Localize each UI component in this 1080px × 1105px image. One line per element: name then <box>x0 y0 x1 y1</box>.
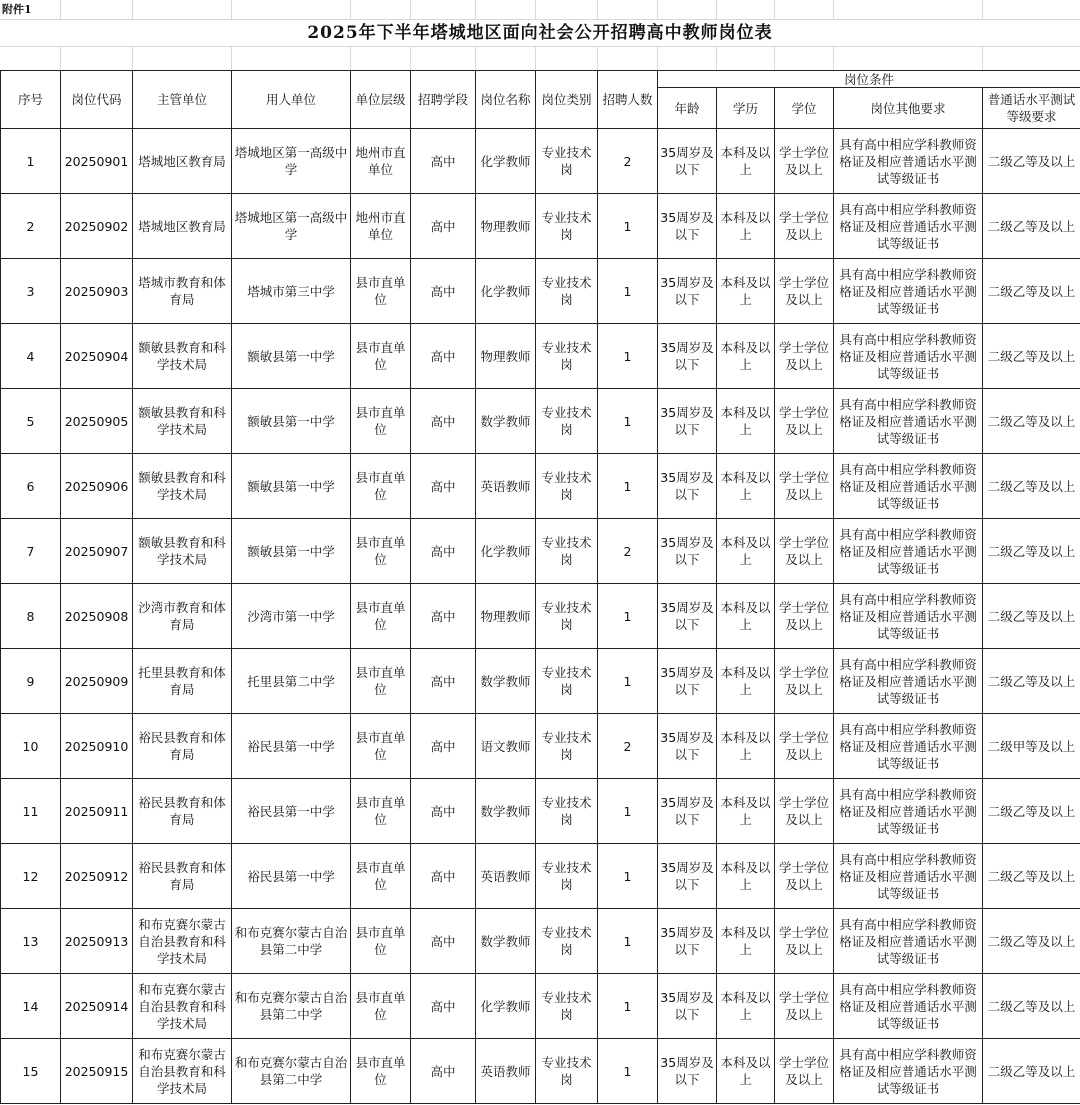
cell-education: 本科及以上 <box>717 389 775 454</box>
table-row <box>1 1039 1080 1104</box>
cell-stage: 高中 <box>411 1039 476 1104</box>
table-row <box>1 649 1080 714</box>
cell-position: 英语教师 <box>476 454 536 519</box>
cell-other: 具有高中相应学科教师资格证及相应普通话水平测试等级证书 <box>834 129 983 194</box>
cell-count: 1 <box>598 909 658 974</box>
cell-education: 本科及以上 <box>717 519 775 584</box>
cell-education: 本科及以上 <box>717 909 775 974</box>
header-row-top <box>1 71 1080 88</box>
cell-count: 1 <box>598 259 658 324</box>
cell-other: 具有高中相应学科教师资格证及相应普通话水平测试等级证书 <box>834 1039 983 1104</box>
cell-category: 专业技术岗 <box>536 714 598 779</box>
cell-seq: 11 <box>1 779 61 844</box>
cell-position: 物理教师 <box>476 584 536 649</box>
cell-other: 具有高中相应学科教师资格证及相应普通话水平测试等级证书 <box>834 779 983 844</box>
cell-seq: 1 <box>1 129 61 194</box>
cell-employer: 额敏县第一中学 <box>232 324 351 389</box>
table-row <box>1 909 1080 974</box>
table-row <box>1 584 1080 649</box>
cell-degree: 学士学位及以上 <box>775 389 834 454</box>
cell-code: 20250911 <box>61 779 133 844</box>
table-row <box>1 844 1080 909</box>
cell-count: 2 <box>598 714 658 779</box>
cell-code: 20250903 <box>61 259 133 324</box>
table-row <box>1 714 1080 779</box>
cell-degree: 学士学位及以上 <box>775 649 834 714</box>
cell-code: 20250914 <box>61 974 133 1039</box>
table-row <box>1 324 1080 389</box>
cell-employer: 托里县第二中学 <box>232 649 351 714</box>
cell-mandarin: 二级乙等及以上 <box>983 259 1080 324</box>
cell-count: 1 <box>598 974 658 1039</box>
cell-age: 35周岁及以下 <box>658 194 717 259</box>
cell-age: 35周岁及以下 <box>658 389 717 454</box>
cell-code: 20250907 <box>61 519 133 584</box>
cell-authority: 塔城地区教育局 <box>133 129 232 194</box>
cell-employer: 沙湾市第一中学 <box>232 584 351 649</box>
cell-count: 1 <box>598 844 658 909</box>
cell-age: 35周岁及以下 <box>658 259 717 324</box>
table-row <box>1 389 1080 454</box>
cell-category: 专业技术岗 <box>536 519 598 584</box>
cell-education: 本科及以上 <box>717 779 775 844</box>
cell-position: 数学教师 <box>476 649 536 714</box>
page-title: 2025年下半年塔城地区面向社会公开招聘高中教师岗位表 <box>307 23 773 43</box>
cell-seq: 4 <box>1 324 61 389</box>
recruitment-table <box>0 70 1080 1104</box>
cell-authority: 额敏县教育和科学技术局 <box>133 324 232 389</box>
cell-other: 具有高中相应学科教师资格证及相应普通话水平测试等级证书 <box>834 714 983 779</box>
header-other: 岗位其他要求 <box>834 88 983 129</box>
cell-education: 本科及以上 <box>717 454 775 519</box>
cell-count: 2 <box>598 129 658 194</box>
cell-other: 具有高中相应学科教师资格证及相应普通话水平测试等级证书 <box>834 584 983 649</box>
cell-authority: 和布克赛尔蒙古自治县教育和科学技术局 <box>133 974 232 1039</box>
cell-count: 1 <box>598 1039 658 1104</box>
cell-age: 35周岁及以下 <box>658 519 717 584</box>
cell-mandarin: 二级乙等及以上 <box>983 1039 1080 1104</box>
cell-employer: 裕民县第一中学 <box>232 779 351 844</box>
cell-degree: 学士学位及以上 <box>775 519 834 584</box>
cell-seq: 3 <box>1 259 61 324</box>
cell-count: 1 <box>598 779 658 844</box>
cell-count: 1 <box>598 584 658 649</box>
cell-age: 35周岁及以下 <box>658 1039 717 1104</box>
cell-level: 县市直单位 <box>351 1039 411 1104</box>
cell-employer: 和布克赛尔蒙古自治县第二中学 <box>232 1039 351 1104</box>
cell-degree: 学士学位及以上 <box>775 259 834 324</box>
cell-position: 英语教师 <box>476 1039 536 1104</box>
cell-employer: 塔城地区第一高级中学 <box>232 194 351 259</box>
cell-level: 县市直单位 <box>351 454 411 519</box>
cell-level: 县市直单位 <box>351 519 411 584</box>
cell-seq: 13 <box>1 909 61 974</box>
cell-age: 35周岁及以下 <box>658 974 717 1039</box>
cell-mandarin: 二级乙等及以上 <box>983 844 1080 909</box>
cell-age: 35周岁及以下 <box>658 649 717 714</box>
cell-position: 数学教师 <box>476 779 536 844</box>
cell-code: 20250910 <box>61 714 133 779</box>
cell-mandarin: 二级乙等及以上 <box>983 974 1080 1039</box>
cell-category: 专业技术岗 <box>536 844 598 909</box>
cell-level: 县市直单位 <box>351 259 411 324</box>
cell-category: 专业技术岗 <box>536 129 598 194</box>
cell-employer: 和布克赛尔蒙古自治县第二中学 <box>232 974 351 1039</box>
cell-employer: 塔城市第三中学 <box>232 259 351 324</box>
cell-degree: 学士学位及以上 <box>775 779 834 844</box>
cell-employer: 额敏县第一中学 <box>232 389 351 454</box>
cell-degree: 学士学位及以上 <box>775 1039 834 1104</box>
cell-mandarin: 二级乙等及以上 <box>983 454 1080 519</box>
cell-position: 物理教师 <box>476 194 536 259</box>
cell-stage: 高中 <box>411 909 476 974</box>
cell-count: 2 <box>598 519 658 584</box>
cell-level: 县市直单位 <box>351 714 411 779</box>
cell-category: 专业技术岗 <box>536 259 598 324</box>
cell-authority: 额敏县教育和科学技术局 <box>133 454 232 519</box>
header-level: 单位层级 <box>351 71 411 129</box>
cell-position: 化学教师 <box>476 974 536 1039</box>
header-conditions: 岗位条件 <box>658 71 1080 88</box>
cell-seq: 9 <box>1 649 61 714</box>
cell-code: 20250906 <box>61 454 133 519</box>
cell-age: 35周岁及以下 <box>658 909 717 974</box>
cell-mandarin: 二级乙等及以上 <box>983 389 1080 454</box>
cell-age: 35周岁及以下 <box>658 844 717 909</box>
cell-level: 县市直单位 <box>351 389 411 454</box>
cell-mandarin: 二级乙等及以上 <box>983 519 1080 584</box>
cell-stage: 高中 <box>411 389 476 454</box>
cell-stage: 高中 <box>411 649 476 714</box>
cell-education: 本科及以上 <box>717 1039 775 1104</box>
cell-other: 具有高中相应学科教师资格证及相应普通话水平测试等级证书 <box>834 519 983 584</box>
cell-level: 地州市直单位 <box>351 194 411 259</box>
cell-other: 具有高中相应学科教师资格证及相应普通话水平测试等级证书 <box>834 389 983 454</box>
cell-education: 本科及以上 <box>717 974 775 1039</box>
cell-stage: 高中 <box>411 259 476 324</box>
header-category: 岗位类别 <box>536 71 598 129</box>
cell-seq: 7 <box>1 519 61 584</box>
attachment-label: 附件1 <box>2 3 32 16</box>
cell-count: 1 <box>598 194 658 259</box>
header-education: 学历 <box>717 88 775 129</box>
cell-count: 1 <box>598 389 658 454</box>
cell-position: 化学教师 <box>476 519 536 584</box>
cell-category: 专业技术岗 <box>536 194 598 259</box>
header-mandarin: 普通话水平测试等级要求 <box>983 88 1080 129</box>
header-employer: 用人单位 <box>232 71 351 129</box>
cell-authority: 额敏县教育和科学技术局 <box>133 519 232 584</box>
cell-seq: 15 <box>1 1039 61 1104</box>
cell-position: 语文教师 <box>476 714 536 779</box>
cell-stage: 高中 <box>411 519 476 584</box>
cell-level: 县市直单位 <box>351 974 411 1039</box>
cell-level: 县市直单位 <box>351 909 411 974</box>
cell-position: 物理教师 <box>476 324 536 389</box>
cell-category: 专业技术岗 <box>536 454 598 519</box>
cell-authority: 裕民县教育和体育局 <box>133 779 232 844</box>
cell-category: 专业技术岗 <box>536 389 598 454</box>
header-code: 岗位代码 <box>61 71 133 129</box>
cell-employer: 额敏县第一中学 <box>232 454 351 519</box>
cell-employer: 裕民县第一中学 <box>232 714 351 779</box>
cell-category: 专业技术岗 <box>536 779 598 844</box>
header-stage: 招聘学段 <box>411 71 476 129</box>
cell-authority: 塔城市教育和体育局 <box>133 259 232 324</box>
cell-code: 20250912 <box>61 844 133 909</box>
cell-stage: 高中 <box>411 974 476 1039</box>
cell-education: 本科及以上 <box>717 194 775 259</box>
cell-authority: 裕民县教育和体育局 <box>133 714 232 779</box>
cell-authority: 裕民县教育和体育局 <box>133 844 232 909</box>
cell-authority: 额敏县教育和科学技术局 <box>133 389 232 454</box>
cell-degree: 学士学位及以上 <box>775 454 834 519</box>
cell-level: 县市直单位 <box>351 584 411 649</box>
cell-other: 具有高中相应学科教师资格证及相应普通话水平测试等级证书 <box>834 454 983 519</box>
cell-stage: 高中 <box>411 454 476 519</box>
header-count: 招聘人数 <box>598 71 658 129</box>
cell-mandarin: 二级乙等及以上 <box>983 194 1080 259</box>
cell-count: 1 <box>598 454 658 519</box>
cell-other: 具有高中相应学科教师资格证及相应普通话水平测试等级证书 <box>834 909 983 974</box>
cell-category: 专业技术岗 <box>536 584 598 649</box>
cell-other: 具有高中相应学科教师资格证及相应普通话水平测试等级证书 <box>834 259 983 324</box>
cell-education: 本科及以上 <box>717 259 775 324</box>
cell-code: 20250902 <box>61 194 133 259</box>
cell-level: 地州市直单位 <box>351 129 411 194</box>
cell-employer: 塔城地区第一高级中学 <box>232 129 351 194</box>
cell-code: 20250901 <box>61 129 133 194</box>
cell-code: 20250905 <box>61 389 133 454</box>
cell-education: 本科及以上 <box>717 649 775 714</box>
cell-authority: 托里县教育和体育局 <box>133 649 232 714</box>
cell-stage: 高中 <box>411 584 476 649</box>
cell-code: 20250913 <box>61 909 133 974</box>
cell-seq: 2 <box>1 194 61 259</box>
cell-degree: 学士学位及以上 <box>775 974 834 1039</box>
cell-education: 本科及以上 <box>717 324 775 389</box>
cell-mandarin: 二级乙等及以上 <box>983 324 1080 389</box>
cell-seq: 8 <box>1 584 61 649</box>
cell-degree: 学士学位及以上 <box>775 714 834 779</box>
table-row <box>1 454 1080 519</box>
table-row <box>1 194 1080 259</box>
cell-seq: 14 <box>1 974 61 1039</box>
cell-other: 具有高中相应学科教师资格证及相应普通话水平测试等级证书 <box>834 844 983 909</box>
cell-other: 具有高中相应学科教师资格证及相应普通话水平测试等级证书 <box>834 194 983 259</box>
cell-code: 20250909 <box>61 649 133 714</box>
cell-category: 专业技术岗 <box>536 974 598 1039</box>
cell-education: 本科及以上 <box>717 844 775 909</box>
cell-other: 具有高中相应学科教师资格证及相应普通话水平测试等级证书 <box>834 649 983 714</box>
cell-other: 具有高中相应学科教师资格证及相应普通话水平测试等级证书 <box>834 324 983 389</box>
cell-age: 35周岁及以下 <box>658 129 717 194</box>
cell-employer: 额敏县第一中学 <box>232 519 351 584</box>
cell-age: 35周岁及以下 <box>658 324 717 389</box>
cell-category: 专业技术岗 <box>536 909 598 974</box>
cell-position: 化学教师 <box>476 259 536 324</box>
cell-category: 专业技术岗 <box>536 324 598 389</box>
cell-category: 专业技术岗 <box>536 649 598 714</box>
cell-mandarin: 二级乙等及以上 <box>983 779 1080 844</box>
cell-code: 20250915 <box>61 1039 133 1104</box>
cell-code: 20250904 <box>61 324 133 389</box>
cell-level: 县市直单位 <box>351 324 411 389</box>
header-age: 年龄 <box>658 88 717 129</box>
cell-count: 1 <box>598 649 658 714</box>
cell-mandarin: 二级乙等及以上 <box>983 649 1080 714</box>
table-row <box>1 259 1080 324</box>
cell-mandarin: 二级乙等及以上 <box>983 909 1080 974</box>
cell-level: 县市直单位 <box>351 844 411 909</box>
cell-degree: 学士学位及以上 <box>775 194 834 259</box>
cell-category: 专业技术岗 <box>536 1039 598 1104</box>
cell-authority: 和布克赛尔蒙古自治县教育和科学技术局 <box>133 909 232 974</box>
cell-mandarin: 二级乙等及以上 <box>983 129 1080 194</box>
cell-authority: 塔城地区教育局 <box>133 194 232 259</box>
cell-employer: 和布克赛尔蒙古自治县第二中学 <box>232 909 351 974</box>
cell-stage: 高中 <box>411 844 476 909</box>
header-authority: 主管单位 <box>133 71 232 129</box>
cell-degree: 学士学位及以上 <box>775 129 834 194</box>
cell-level: 县市直单位 <box>351 779 411 844</box>
cell-position: 英语教师 <box>476 844 536 909</box>
cell-degree: 学士学位及以上 <box>775 324 834 389</box>
cell-degree: 学士学位及以上 <box>775 584 834 649</box>
cell-degree: 学士学位及以上 <box>775 844 834 909</box>
header-position: 岗位名称 <box>476 71 536 129</box>
table-row <box>1 129 1080 194</box>
cell-other: 具有高中相应学科教师资格证及相应普通话水平测试等级证书 <box>834 974 983 1039</box>
cell-education: 本科及以上 <box>717 129 775 194</box>
header-degree: 学位 <box>775 88 834 129</box>
cell-age: 35周岁及以下 <box>658 779 717 844</box>
cell-stage: 高中 <box>411 779 476 844</box>
cell-code: 20250908 <box>61 584 133 649</box>
table-row <box>1 779 1080 844</box>
cell-position: 数学教师 <box>476 909 536 974</box>
table-row <box>1 974 1080 1039</box>
cell-position: 化学教师 <box>476 129 536 194</box>
cell-stage: 高中 <box>411 324 476 389</box>
cell-position: 数学教师 <box>476 389 536 454</box>
table-body <box>1 129 1080 1104</box>
cell-education: 本科及以上 <box>717 584 775 649</box>
cell-mandarin: 二级乙等及以上 <box>983 584 1080 649</box>
cell-seq: 10 <box>1 714 61 779</box>
cell-degree: 学士学位及以上 <box>775 909 834 974</box>
cell-count: 1 <box>598 324 658 389</box>
table-row <box>1 519 1080 584</box>
cell-age: 35周岁及以下 <box>658 584 717 649</box>
cell-seq: 12 <box>1 844 61 909</box>
cell-age: 35周岁及以下 <box>658 714 717 779</box>
cell-seq: 6 <box>1 454 61 519</box>
cell-stage: 高中 <box>411 714 476 779</box>
cell-level: 县市直单位 <box>351 649 411 714</box>
cell-stage: 高中 <box>411 194 476 259</box>
cell-seq: 5 <box>1 389 61 454</box>
cell-stage: 高中 <box>411 129 476 194</box>
cell-education: 本科及以上 <box>717 714 775 779</box>
cell-employer: 裕民县第一中学 <box>232 844 351 909</box>
header-seq: 序号 <box>1 71 61 129</box>
cell-mandarin: 二级甲等及以上 <box>983 714 1080 779</box>
cell-age: 35周岁及以下 <box>658 454 717 519</box>
cell-authority: 和布克赛尔蒙古自治县教育和科学技术局 <box>133 1039 232 1104</box>
cell-authority: 沙湾市教育和体育局 <box>133 584 232 649</box>
